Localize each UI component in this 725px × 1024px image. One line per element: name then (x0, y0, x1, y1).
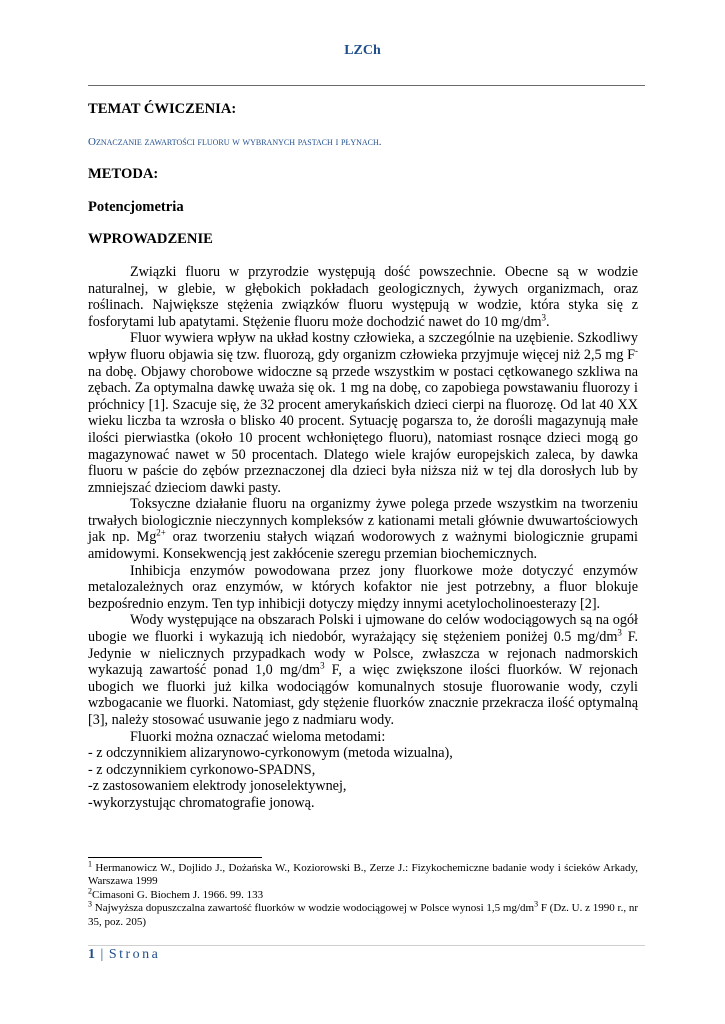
header-divider (88, 85, 645, 86)
page-header-title: LZCh (344, 43, 381, 58)
paragraph-3-b: oraz tworzeniu stałych wiązań wodorowych z ważnymi biologicznie grupami amidowymi. Konsekwencją jest zakłócenie szeregu przemian biochemicznych. (88, 529, 638, 563)
footnote-3-number: 3 (88, 899, 92, 909)
footnote-1-number: 1 (88, 859, 92, 869)
paragraph-2 (88, 330, 638, 496)
footnote-1-text: Hermanowicz W., Dojlido J., Dożańska W., Koziorowski B., Zerze J.: Fizykochemiczne badanie wody i ścieków Arkady, Warszawa 1999 (88, 862, 638, 888)
footer-divider (88, 945, 645, 946)
paragraph-1 (88, 264, 638, 330)
paragraph-2-b: na dobę. Objawy chorobowe widoczne są przede wszystkim w postaci cętkowanego szkliwa na zębach. Za optymalna dawkę uważa się ok. 1 mg na dobę, co zapobiega powstawaniu fluorozy i próchnicy [1]. Szacuje się, że 32 procent amerykańskich dzieci cierpi na fluorozę. Od lat 40 XX wieku liczba ta wzrosła o blisko 40 procent. Sytuację pogarsza to, że dorośli magazynują małe ilości pierwiastka (około 10 procent wchłoniętego fluoru), natomiast rosnące dzieci mogą go magazynować nawet w 50 procentach. Dlatego wiele krajów europejskich zaleca, by dawka fluoru w paście do zębów przeznaczonej dla dzieci była niższa niż w tej dla dorosłych lub by zmniejszać dzieciom dawki pasty. (88, 363, 638, 496)
methods-list-item: -z zastosowaniem elektrody jonoselektywnej, (88, 778, 347, 795)
footnote-2 (88, 886, 638, 902)
footnote-1 (88, 859, 638, 889)
paragraph-1-text: Związki fluoru w przyrodzie występują dość powszechnie. Obecne są w wodzie naturalnej, w glebie, w głębokich pokładach geologicznych, żywych organizmach, oraz roślinach. Największe stężenia związków fluoru występują w wodzie, która styka się z fosforytami lub apatytami. Stężenie fluoru może dochodzić nawet do 10 mg/dm (88, 263, 638, 330)
footnote-3 (88, 899, 638, 929)
methods-list-item: - z odczynnikiem cyrkonowo-SPADNS, (88, 761, 316, 778)
paragraph-3-sup: 2+ (156, 527, 166, 538)
footnotes (88, 859, 638, 929)
paragraph-5-c: F, a więc zwiększone ilości fluorków. W rejonach ubogich we fluorki już kilka wodociągów komunalnych stosuje fluorowanie wody, czyli wzbogacanie we fluorki. Natomiast, gdy stężenie fluorków znacznie przekracza ilość optymalną [3], należy stosować usuwanie jego z nadmiaru wody. (88, 662, 638, 728)
intro-heading: WPROWADZENIE (88, 231, 213, 248)
paragraph-1-end: . (545, 313, 550, 330)
footnote-2-number: 2 (88, 886, 92, 896)
paragraph-4: Inhibicja enzymów powodowana przez jony fluorkowe może dotyczyć enzymów metalozależnych oraz enzymów, w których kofaktor nie jest potrzebny, a fluor blokuje bezpośrednio enzym. Ten typ inhibicji dotyczy między innymi acetylocholinoesterazy [2]. (88, 562, 638, 612)
topic-subtitle (88, 134, 638, 151)
methods-list-item: - z odczynnikiem alizarynowo-cyrkonowym (metoda wizualna), (88, 745, 453, 762)
footer-separator: | (96, 947, 109, 962)
footnote-3-text-b: F (Dz. U. z 1990 r., nr 35, poz. 205) (88, 902, 638, 928)
paragraph-5-a: Wody występujące na obszarach Polski i ujmowane do celów wodociągowych są na ogół ubogie we fluorki i wykazują ich niedobór, wyrażający się stężeniem poniżej 0.5 mg/dm (88, 612, 638, 646)
paragraph-1-sup: 3 (541, 312, 546, 323)
paragraph-3-a: Toksyczne działanie fluoru na organizmy żywe polega przede wszystkim na tworzeniu trwałych biologicznie nieczynnych kompleksów z kationami metali głównie dwuwartościowych jak np. Mg (88, 496, 638, 546)
page-footer (88, 947, 160, 963)
footnote-3-sup: 3 (534, 899, 539, 909)
method-heading: METODA: (88, 166, 159, 183)
topic-heading: TEMAT ĆWICZENIA: (88, 101, 237, 117)
topic-subtitle-text: Oznaczanie zawartości fluoru w wybranych pastach i płynach. (88, 135, 382, 148)
footnote-3-text-a: Najwyższa dopuszczalna zawartość fluorków w wodzie wodociągowej w Polsce wynosi 1,5 mg/dm (92, 902, 535, 915)
footer-label: Strona (108, 947, 161, 962)
document-body (88, 101, 638, 812)
paragraph-5-sup2: 3 (320, 660, 325, 671)
methods-list-item: -wykorzystując chromatografie jonową. (88, 794, 315, 811)
page-number: 1 (88, 947, 96, 962)
paragraph-2-a: Fluor wywiera wpływ na układ kostny człowieka, a szczególnie na uzębienie. Szkodliwy wpływ fluoru objawia się tzw. fluorozą, gdy organizm człowieka przyjmuje więcej niż 2,5 mg F (88, 330, 638, 363)
footnote-divider (88, 857, 262, 858)
method-name: Potencjometria (88, 198, 184, 215)
paragraph-2-sup: - (635, 345, 638, 356)
paragraph-5-sup1: 3 (617, 627, 622, 638)
paragraph-5-b: F. Jedynie w nielicznych przypadkach wody w Polsce, zwłaszcza w rejonach nadmorskich wykazują zawartość ponad 1,0 mg/dm (88, 629, 638, 679)
paragraph-6: Fluorki można oznaczać wieloma metodami: (130, 728, 386, 745)
footnote-2-text: Cimasoni G. Biochem J. 1966. 99. 133 (92, 888, 264, 901)
paragraph-3 (88, 496, 638, 562)
paragraph-5 (88, 612, 638, 728)
